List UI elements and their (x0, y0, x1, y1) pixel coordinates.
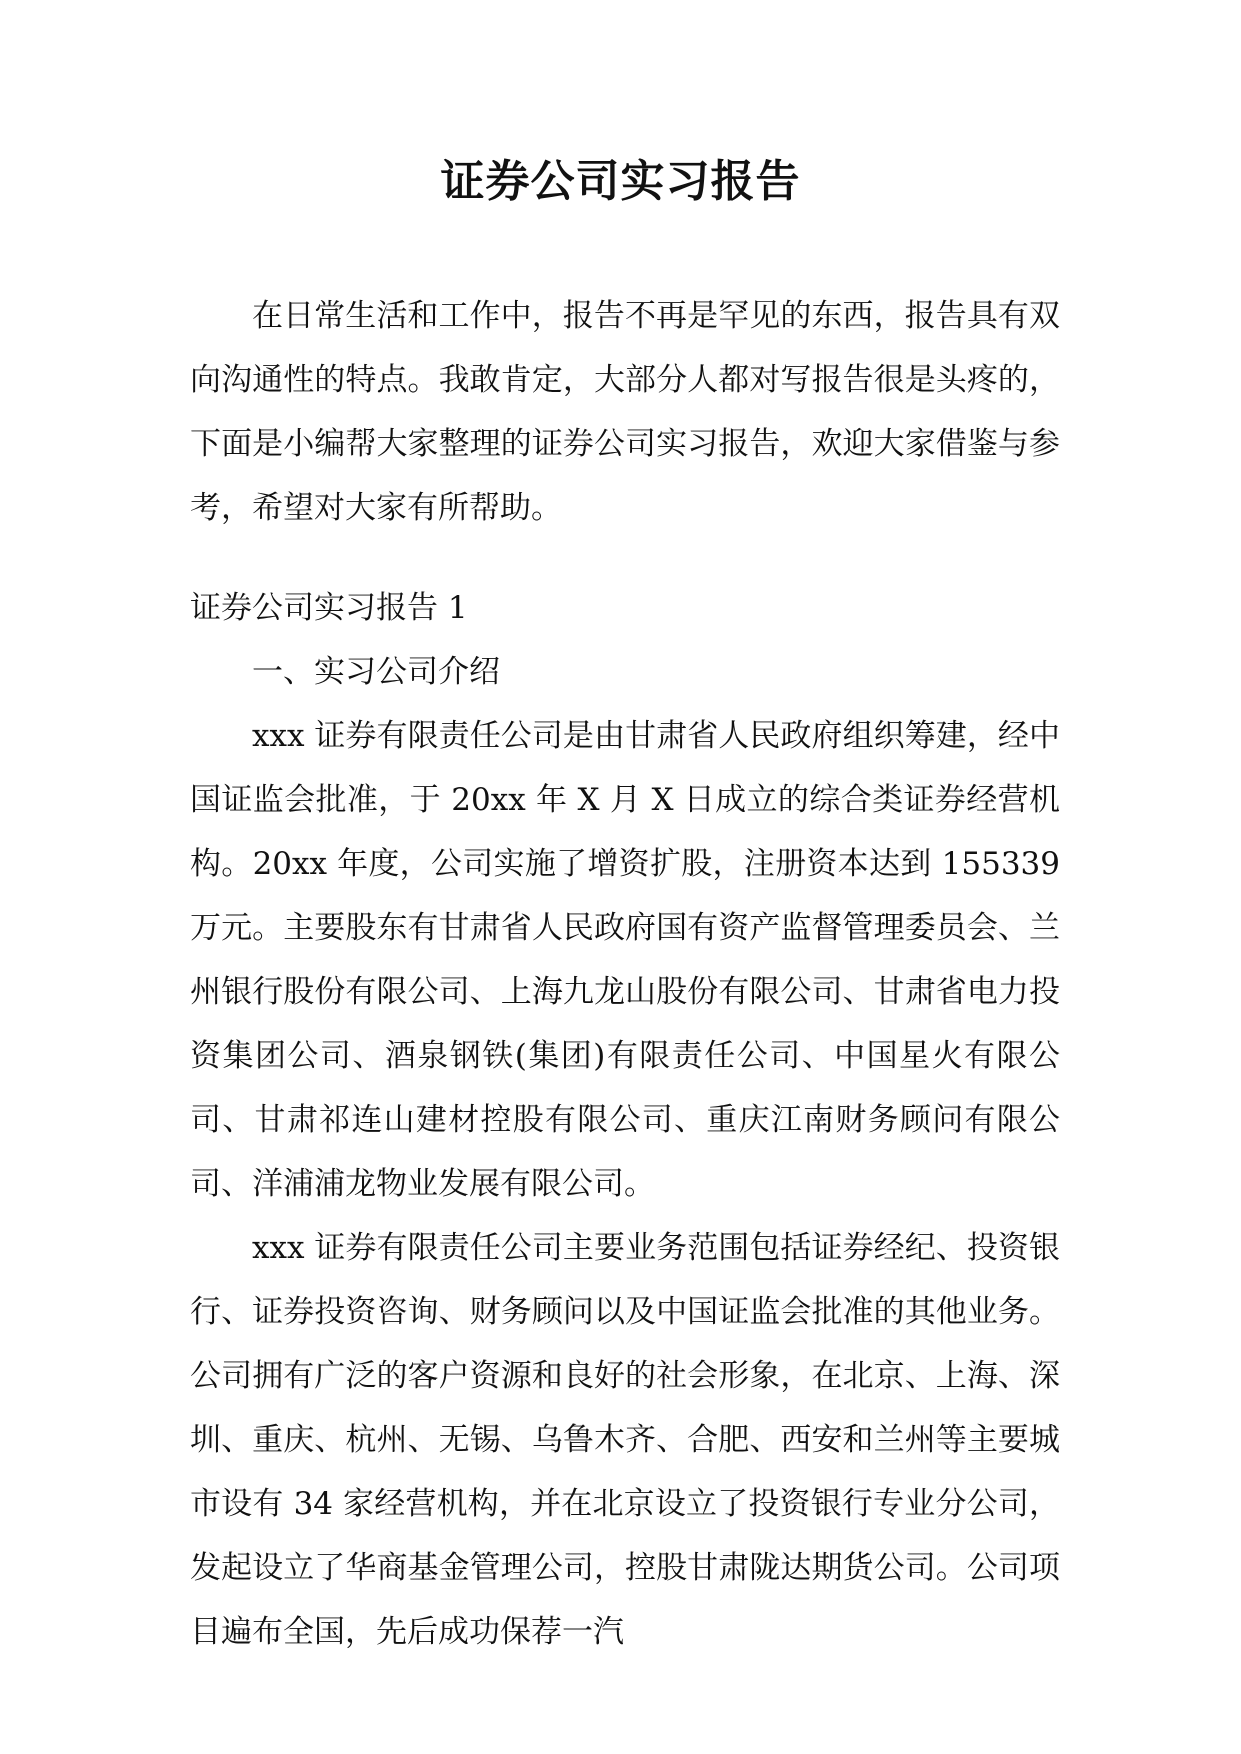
document-title: 证券公司实习报告 (440, 156, 801, 207)
body-paragraph: xxx 证券有限责任公司主要业务范围包括证券经纪、投资银行、证券投资咨询、财务顾问以及中国证监会批准的其他业务。公司拥有广泛的客户资源和良好的社会形象，在北京、上海、深圳、重庆、杭州、无锡、乌鲁木齐、合肥、西安和兰州等主要城市设有 34 家经营机构，并在北京设立了投资银行专业分公司，发起设立了华商基金管理公司，控股甘肃陇达期货公司。公司项目遍布全国，先后成功保荐一汽 (190, 1230, 1060, 1650)
body-paragraph: xxx 证券有限责任公司是由甘肃省人民政府组织筹建，经中国证监会批准，于 20xx 年 X 月 X 日成立的综合类证券经营机构。20xx 年度，公司实施了增资扩股，注册资本达到 155339 万元。主要股东有甘肃省人民政府国有资产监督管理委员会、兰州银行股份有限公司、上海九龙山股份有限公司、甘肃省电力投资集团公司、酒泉钢铁(集团)有限责任公司、中国星火有限公司、甘肃祁连山建材控股有限公司、重庆江南财务顾问有限公司、洋浦浦龙物业发展有限公司。 (190, 718, 1060, 1202)
section-1 (190, 576, 1060, 1664)
intro-block (190, 284, 1060, 540)
section-subheading: 一、实习公司介绍 (252, 654, 500, 690)
section-heading: 证券公司实习报告 1 (190, 590, 468, 626)
intro-paragraph: 在日常生活和工作中，报告不再是罕见的东西，报告具有双向沟通性的特点。我敢肯定，大部分人都对写报告很是头疼的，下面是小编帮大家整理的证券公司实习报告，欢迎大家借鉴与参考，希望对大家有所帮助。 (190, 298, 1060, 526)
